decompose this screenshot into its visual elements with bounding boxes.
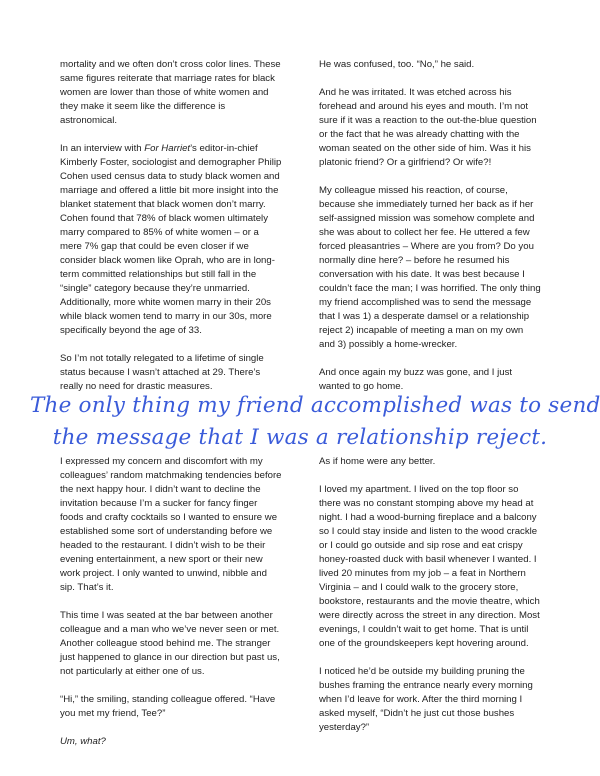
italic-text: Um, what?	[60, 736, 106, 747]
pull-quote-line: the message that I was a relationship reject.	[52, 425, 548, 450]
paragraph: So I’m not totally relegated to a lifetime of single status because I wasn’t attached at 29. There’s really no need for drastic measures.	[60, 353, 264, 392]
paragraph: And once again my buzz was gone, and I just wanted to go home.	[319, 367, 513, 392]
paragraph: “Hi,” the smiling, standing colleague offered. “Have you met my friend, Tee?”	[60, 694, 276, 719]
column-bottom-right	[319, 455, 541, 735]
pull-quote	[30, 390, 600, 454]
column-top-left	[60, 58, 282, 394]
paragraph: I expressed my concern and discomfort with my colleagues’ random matchmaking tendencies before the next happy hour. I didn’t want to decline the invitation because I’m a sucker for fancy finger foods and crafty cocktails so I wanted to ensure we established some sort of understanding before we headed to the restaurant. I didn’t wish to be their evening entertainment, a new sport or their new work project. I only wanted to unwind, nibble and sip. That’s it.	[60, 456, 282, 593]
paragraph: My colleague missed his reaction, of course, because she immediately turned her back as if her self-assigned mission was somehow complete and she was about to collect her fee. He uttered a few forced pleasantries – Where are you from? Do you normally dine here? – before he resumed his conversation with his date. It was best because I couldn’t face the man; I was horrified. The only thing my friend accomplished was to send the message that I was 1) a desperate damsel or a relationship reject 2) incapable of meeting a man on my own and 3) possibly a home-wrecker.	[319, 185, 541, 350]
paragraph	[60, 735, 282, 749]
column-bottom-left	[60, 455, 282, 749]
paragraph	[60, 142, 282, 338]
paragraph: I noticed he’d be outside my building pruning the bushes framing the entrance nearly every morning when I’d leave for work. After the third morning I asked myself, “Didn’t he just cut those bushes yesterday?”	[319, 666, 533, 733]
paragraph: And he was irritated. It was etched across his forehead and around his eyes and mouth. I’m not sure if it was a reaction to the out-the-blue question or the fact that he was already chatting with the woman seated on the other side of him. Was it his platonic friend? Or a girlfriend? Or wife?!	[319, 87, 537, 168]
text-run: In an interview with	[60, 143, 145, 154]
paragraph: mortality and we often don’t cross color lines. These same figures reiterate that marriage rates for black women are lower than those of white women and they make it seem like the difference is astronomical.	[60, 59, 281, 126]
pull-quote-line: The only thing my friend accomplished was to send	[30, 393, 600, 418]
paragraph: I loved my apartment. I lived on the top floor so there was no constant stomping above my head at night. I had a wood-burning fireplace and a balcony so I could stay inside and listen to the wood crackle or I could go outside and sip rose and eat crispy honey-roasted duck with basil whenever I wanted. I lived 20 minutes from my job – a feat in Northern Virginia – and I could walk to the grocery store, bookstore, restaurants and the movie theatre, which were directly across the street in any direction. Most evenings, I couldn’t wait to get home. That is until one of the groundskeepers kept hovering around.	[319, 484, 540, 649]
paragraph: This time I was seated at the bar between another colleague and a man who we’ve never seen or met. Another colleague stood behind me. The stranger just happened to glance in our direction but past us, not particularly at either one of us.	[60, 610, 280, 677]
text-run: ’s editor-in-chief Kimberly Foster, sociologist and demographer Philip Cohen used census data to study black women and marriage and offered a little bit more insight into the blanket statement that black women don’t marry. Cohen found that 78% of black women ultimately marry compared to 85% of white women – or a mere 7% gap that could be even closer if we consider black women like Oprah, who are in long-term committed relationships but still fall in the “single” category because they’re unmarried. Additionally, more white women marry in their 20s while black women tend to marry in our 30s, more specifically beyond the age of 33.	[60, 143, 282, 336]
publication-name: For Harriet	[144, 143, 191, 154]
paragraph: He was confused, too. “No,” he said.	[319, 59, 475, 70]
column-top-right	[319, 58, 541, 394]
paragraph: As if home were any better.	[319, 456, 436, 467]
